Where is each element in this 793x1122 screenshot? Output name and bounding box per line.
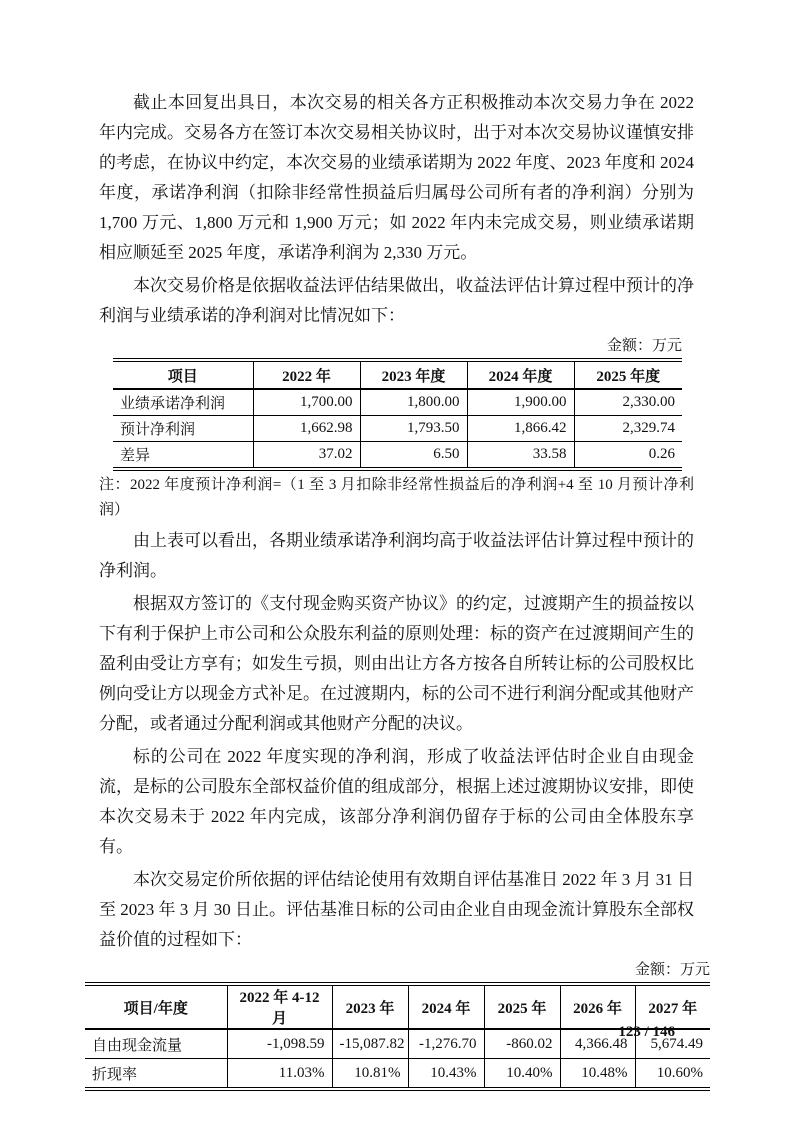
table-note: 注：2022 年度预计净利润=（1 至 3 月扣除非经常性损益后的净利润+4 至 10 月预计净利润） xyxy=(99,477,694,518)
page-body xyxy=(92,88,710,1091)
table-cell: 1,900.00 xyxy=(467,389,574,416)
paragraph-transition-period-agreement: 根据双方签订的《支付现金购买资产协议》的约定，过渡期产生的损益按以下有利于保护上市公司和公众股东利益的原则处理：标的资产在过渡期间产生的盈利由受让方享有；如发生亏损，则由出让方各方按各自所转让标的公司股权比例向受让方以现金方式补足。在过渡期内，标的公司不进行利润分配或其他财产分配，或者通过分配利润或其他财产分配的决议。 xyxy=(99,594,694,733)
header-2026: 2026 年 xyxy=(560,984,635,1029)
header-2024: 2024 年 xyxy=(408,984,484,1029)
table-cell: -1,098.59 xyxy=(227,1029,332,1059)
header-2027: 2027 年 xyxy=(635,984,710,1029)
table-cell: -860.02 xyxy=(484,1029,560,1059)
table-cell: 1,662.98 xyxy=(253,416,360,442)
table-cell: 1,800.00 xyxy=(360,389,467,416)
header-2023: 2023 年度 xyxy=(360,360,467,389)
amount-unit-label-2: 金额：万元 xyxy=(634,962,710,978)
table-cell: -1,276.70 xyxy=(408,1029,484,1059)
table-cell: 1,866.42 xyxy=(467,416,574,442)
paragraph-conclusion-above-table: 由上表可以看出，各期业绩承诺净利润均高于收益法评估计算过程中预计的净利润。 xyxy=(99,531,694,580)
row-label: 折现率 xyxy=(85,1059,227,1090)
table-cell: 0.26 xyxy=(574,442,682,470)
table-cell: 4,366.48 xyxy=(560,1029,635,1059)
table-cell: 6.50 xyxy=(360,442,467,470)
table-cell: 5,674.49 xyxy=(635,1029,710,1059)
profit-comparison-table-block xyxy=(113,334,682,471)
table-cell: 1,793.50 xyxy=(360,416,467,442)
header-2022-apr-dec: 2022 年 4-12 月 xyxy=(227,984,332,1029)
table-cell: 2,329.74 xyxy=(574,416,682,442)
row-label: 预计净利润 xyxy=(113,416,253,442)
table-cell: 2,330.00 xyxy=(574,389,682,416)
header-2022: 2022 年 xyxy=(253,360,360,389)
table-row-free-cash-flow xyxy=(85,1029,710,1059)
table-cell: 10.40% xyxy=(484,1059,560,1090)
header-2025: 2025 年度 xyxy=(574,360,682,389)
table-row-discount-rate xyxy=(85,1059,710,1090)
table-row-difference xyxy=(113,442,682,470)
table-cell: 10.81% xyxy=(332,1059,408,1090)
table-header-row xyxy=(113,360,682,389)
header-item-year: 项目/年度 xyxy=(85,984,227,1029)
table-cell: 10.43% xyxy=(408,1059,484,1090)
paragraph-transaction-commitment: 截止本回复出具日，本次交易的相关各方正积极推动本次交易力争在 2022 年内完成。交易各方在签订本次交易相关协议时，出于对本次交易协议谨慎安排的考虑，在协议中约定，本次交易的业绩承诺期为 2022 年度、2023 年度和 2024 年度，承诺净利润（扣除非经常性损益后归属母公司所有者的净利润）分别为 1,700 万元、1,800 万元和 1,900 万元；如 2022 年内未完成交易，则业绩承诺期相应顺延至 2025 年度，承诺净利润为 2,330 万元。 xyxy=(99,93,694,262)
paragraph-price-basis: 本次交易价格是依据收益法评估结果做出，收益法评估计算过程中预计的净利润与业绩承诺的净利润对比情况如下： xyxy=(99,276,694,325)
cash-flow-table-block xyxy=(85,958,710,1091)
row-label: 自由现金流量 xyxy=(92,1037,183,1054)
amount-unit-label-1: 金额：万元 xyxy=(606,338,682,354)
header-2024: 2024 年度 xyxy=(467,360,574,389)
table-cell: 37.02 xyxy=(253,442,360,470)
header-item: 项目 xyxy=(113,360,253,389)
table-row-forecast-profit xyxy=(113,416,682,442)
row-label: 业绩承诺净利润 xyxy=(120,396,226,412)
table-cell: 10.48% xyxy=(560,1059,635,1090)
table-cell: 10.60% xyxy=(635,1059,710,1090)
cash-flow-table xyxy=(85,982,710,1091)
header-2023: 2023 年 xyxy=(332,984,408,1029)
row-label: 差异 xyxy=(113,442,253,470)
table-cell: 33.58 xyxy=(467,442,574,470)
paragraph-valuation-validity: 本次交易定价所依据的评估结论使用有效期自评估基准日 2022 年 3 月 31 日至 2023 年 3 月 30 日止。评估基准日标的公司由企业自由现金流计算股东全部权益价值的过程如下： xyxy=(99,870,694,949)
profit-comparison-table xyxy=(113,358,682,471)
header-2025: 2025 年 xyxy=(484,984,560,1029)
table-header-row xyxy=(85,984,710,1029)
table-cell: 1,700.00 xyxy=(253,389,360,416)
page-number: 123 / 146 xyxy=(618,1024,675,1040)
table-cell: -15,087.82 xyxy=(332,1029,408,1059)
table-row-committed-profit xyxy=(113,389,682,416)
paragraph-2022-profit-retention: 标的公司在 2022 年度实现的净利润，形成了收益法评估时企业自由现金流，是标的公司股东全部权益价值的组成部分，根据上述过渡期协议安排，即使本次交易未于 2022 年内完成，该部分净利润仍留存于标的公司由全体股东享有。 xyxy=(99,747,694,856)
table-cell: 11.03% xyxy=(227,1059,332,1090)
